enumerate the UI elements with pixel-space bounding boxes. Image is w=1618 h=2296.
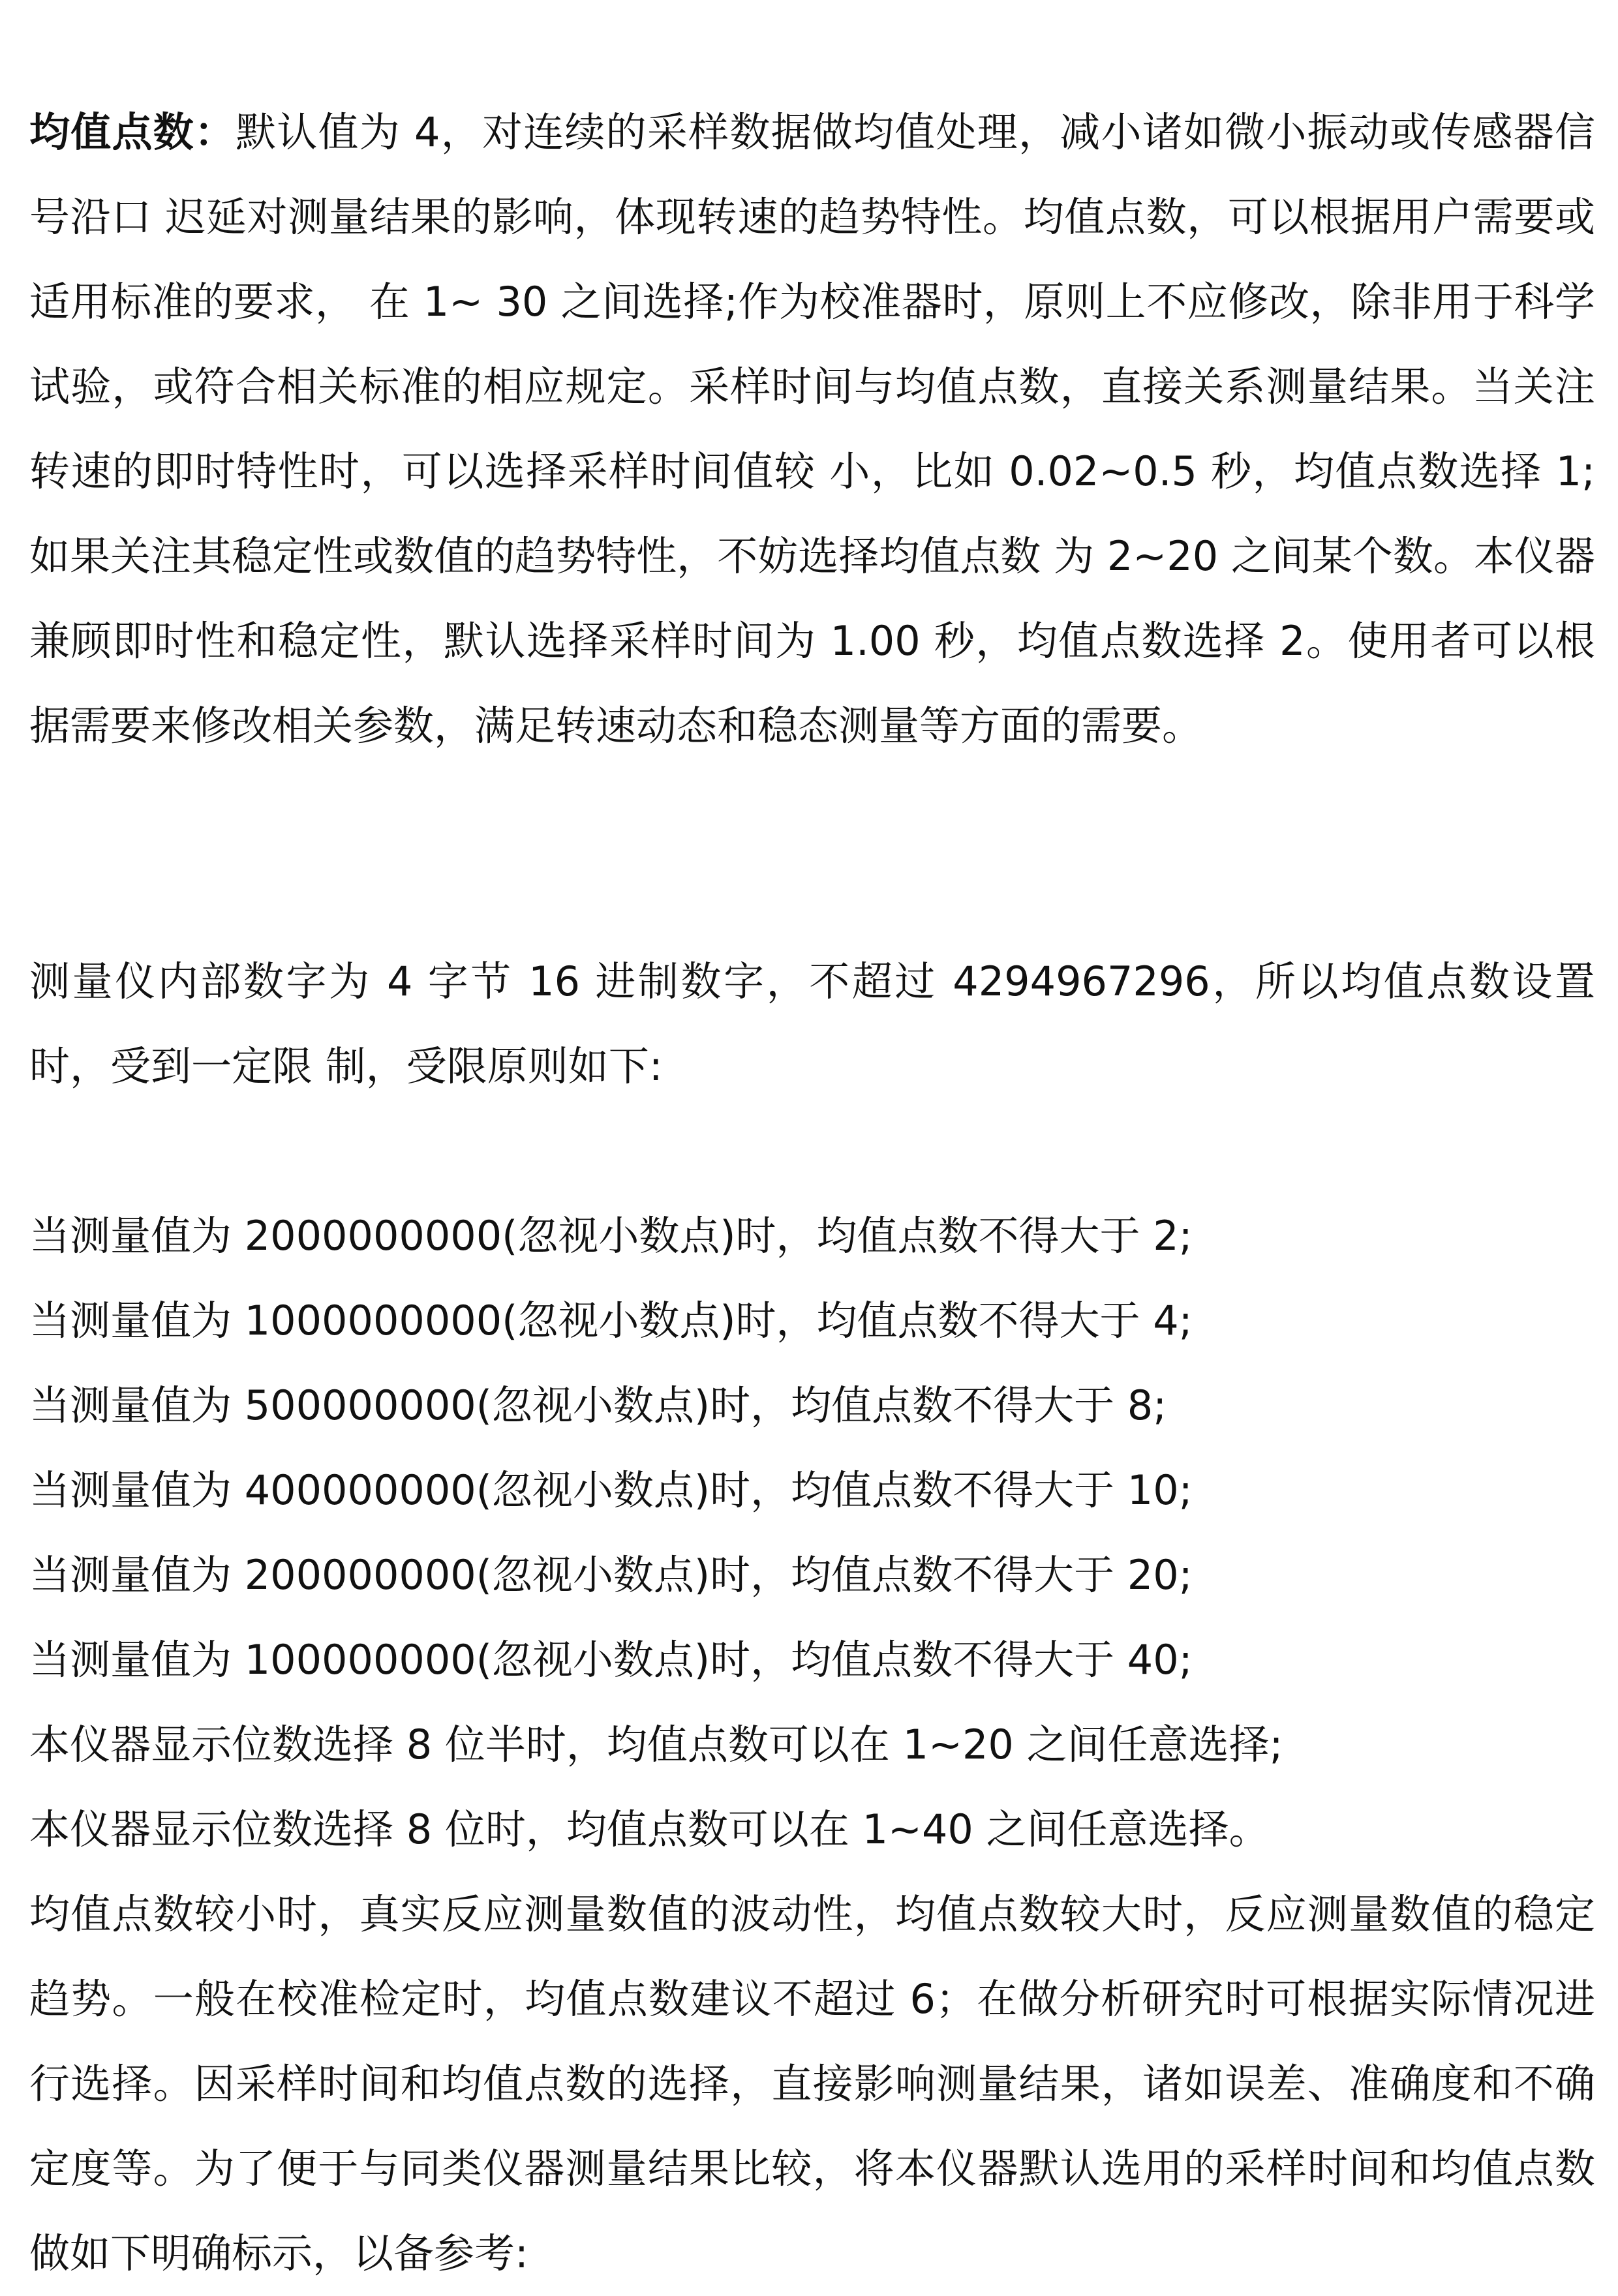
limit-rule-item: 当测量值为 400000000(忽视小数点)时，均值点数不得大于 10; (29, 1466, 1193, 1514)
term-averaging-points: 均值点数： (29, 108, 236, 156)
paragraph-averaging-points (29, 90, 1595, 768)
display-digits-rule-item: 本仪器显示位数选择 8 位时，均值点数可以在 1~40 之间任意选择。 (29, 1805, 1270, 1853)
limit-rule-item: 当测量值为 500000000(忽视小数点)时，均值点数不得大于 8; (29, 1382, 1167, 1429)
paragraph-selection-guidance: 均值点数较小时，真实反应测量数值的波动性，均值点数较大时，反应测量数值的稳定趋势。一般在校准检定时，均值点数建议不超过 6；在做分析研究时可根据实际情况进行选择。因采样时间和均值点数的选择，直接影响测量结果，诸如误差、准确度和不确定度等。为了便于与同类仪器测量结果比较，将本仪器默认选用的采样时间和均值点数做如下明确标示，以备参考: (29, 1890, 1595, 2277)
paragraph-averaging-points-body: 默认值为 4，对连续的采样数据做均值处理，减小诸如微小振动或传感器信号沿口 迟延对测量结果的影响，体现转速的趋势特性。均值点数，可以根据用户需要或适用标准的要求， 在 1~ 30 之间选择;作为校准器时，原则上不应修改，除非用于科学试验，或符合相关标准的相应规定。采样时间与均值点数，直接关系测量结果。当关注转速的即时特性时，可以选择采样时间值较 小，比如 0.02~0.5 秒，均值点数选择 1;如果关注其稳定性或数值的趋势特性，不妨选择均值点数 为 2~20 之间某个数。本仪器兼顾即时性和稳定性，默认选择采样时间为 1.00 秒，均值点数选择 2。使用者可以根据需要来修改相关参数，满足转速动态和稳态测量等方面的需要。 (29, 108, 1595, 749)
paragraph-internal-number-limit: 测量仪内部数字为 4 字节 16 进制数字，不超过 4294967296，所以均值点数设置时，受到一定限 制，受限原则如下: (29, 958, 1595, 1090)
limit-rule-item: 当测量值为 1000000000(忽视小数点)时，均值点数不得大于 4; (29, 1297, 1193, 1344)
limit-rule-item: 当测量值为 200000000(忽视小数点)时，均值点数不得大于 20; (29, 1551, 1193, 1599)
limit-rule-item: 当测量值为 2000000000(忽视小数点)时，均值点数不得大于 2; (29, 1212, 1193, 1260)
limit-rule-item: 当测量值为 100000000(忽视小数点)时，均值点数不得大于 40; (29, 1636, 1193, 1684)
display-digits-rule-item: 本仪器显示位数选择 8 位半时，均值点数可以在 1~20 之间任意选择; (29, 1721, 1283, 1768)
limit-rules-list (29, 1194, 1595, 1872)
